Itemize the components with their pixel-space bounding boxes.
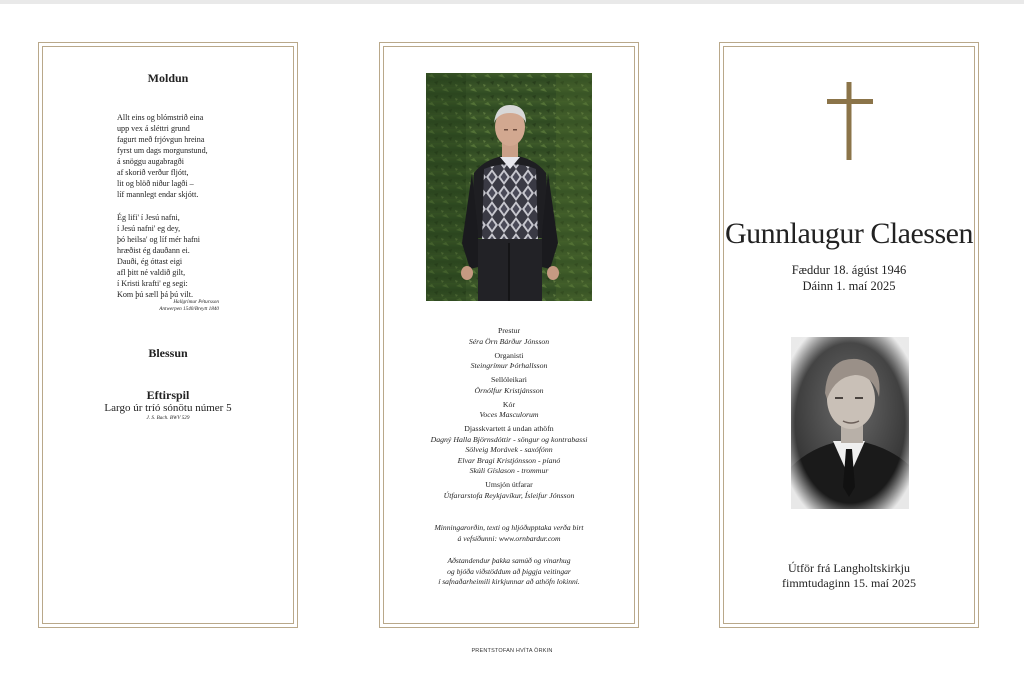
life-dates (720, 262, 978, 294)
poem-line: afl þitt né valdið gilt, (117, 268, 186, 277)
note-line: Minningarorðin, texti og hljóðupptaka verða birt (434, 523, 584, 532)
role-title: Sellóleikari (491, 375, 527, 384)
middle-panel (379, 42, 639, 628)
role-name: Útfararstofa Reykjavíkur, Ísleifur Jónsson (443, 490, 575, 500)
poem-line: fagurt með frjóvgun hreina (117, 135, 205, 144)
postlude-piece: Largo úr tríó sónötu númer 5 (104, 402, 232, 414)
role-name: Skúli Gíslason - trommur (469, 466, 549, 475)
poem-line: Ég lifi' í Jesú nafni, (117, 213, 180, 222)
role-name: Elvar Bragi Kristjónsson - píanó (457, 455, 561, 465)
funeral-info (720, 561, 978, 591)
death-date: Dáinn 1. maí 2025 (802, 279, 896, 293)
note-line: Aðstandendur þakka samúð og vinarhug (447, 556, 571, 565)
poem-line: líf mannlegt endar skjótt. (117, 190, 199, 199)
role-title: Prestur (497, 326, 521, 335)
role-title: Umsjón útfarar (485, 480, 533, 489)
role-block (380, 326, 638, 347)
top-edge (0, 0, 1024, 4)
poem-line: fyrst um dags morgunstund, (117, 146, 208, 155)
role-name: Steingrímur Þórhallsson (470, 361, 548, 370)
role-title: Djasskvartett á undan athöfn (464, 424, 554, 433)
portrait-photo-garden (426, 73, 592, 301)
website-note (380, 523, 638, 544)
role-name: Sölveig Morávek - saxófónn (465, 445, 553, 454)
poem-line: hræðist ég dauðann ei. (117, 246, 190, 255)
note-line: á vefsíðunni: www.ornbardur.com (457, 533, 561, 543)
cross-icon (827, 82, 873, 160)
poem-line: í Jesú nafni' eg dey, (117, 224, 181, 233)
poem-line: af skorið verður fljótt, (117, 168, 189, 177)
role-title: Kór (502, 399, 516, 409)
poem-stanza-2 (117, 212, 287, 300)
role-block (380, 424, 638, 477)
role-block (380, 480, 638, 501)
portrait-photo-bw (791, 337, 909, 509)
poem-line: lit og blöð niður lagði – (117, 179, 194, 188)
thanks-note (380, 556, 638, 588)
left-panel (38, 42, 298, 628)
role-block (380, 375, 638, 396)
poem-line: á snöggu augabragði (117, 157, 184, 166)
funeral-date: fimmtudaginn 15. maí 2025 (782, 576, 916, 590)
postlude-credit: J. S. Bach. BWV 529 (146, 415, 190, 421)
poem-line: þó heilsa' og líf mér hafni (117, 235, 201, 244)
deceased-name: Gunnlaugur Claessen (725, 217, 973, 250)
role-name: Séra Örn Bárður Jónsson (468, 336, 550, 346)
poem-line: upp vex á sléttri grund (117, 124, 190, 133)
funeral-location: Útför frá Langholtskirkju (788, 561, 910, 575)
poem-stanza-1 (117, 112, 287, 200)
poem-line: í Kristi krafti' eg segi: (117, 279, 188, 288)
role-title: Organisti (494, 350, 524, 360)
right-panel (719, 42, 979, 628)
note-line: og bjóða viðstöddum að þiggja veitingar (447, 566, 571, 576)
role-name: Dagný Halla Björnsdóttir - söngur og kontrabassi (430, 434, 588, 444)
printer-credit: PRENTSTOFAN HVÍTA ÖRKIN (471, 648, 553, 654)
role-block (380, 400, 638, 421)
section-title-moldun: Moldun (147, 71, 189, 85)
role-block (380, 351, 638, 372)
poem-line: Allt eins og blómstrið eina (117, 113, 204, 122)
poem-credit-source: Antwerpen 1540/Breytt 1840 (159, 306, 219, 312)
poem-credit (139, 299, 219, 313)
birth-date: Fæddur 18. ágúst 1946 (791, 263, 907, 277)
role-name: Örnólfur Kristjánsson (474, 385, 544, 395)
role-name: Voces Masculorum (479, 410, 539, 419)
section-title-blessun: Blessun (148, 346, 188, 360)
section-title-eftirspil: Eftirspil (146, 388, 190, 402)
service-roles (380, 326, 638, 501)
poem-credit-author: Hallgrímur Pétursson (173, 299, 219, 305)
poem-line: Kom þú sæll þá þú vilt. (117, 290, 193, 299)
poem-line: Dauði, ég óttast eigi (117, 257, 183, 266)
note-line: í safnaðarheimili kirkjunnar að athöfn lokinni. (438, 577, 580, 586)
